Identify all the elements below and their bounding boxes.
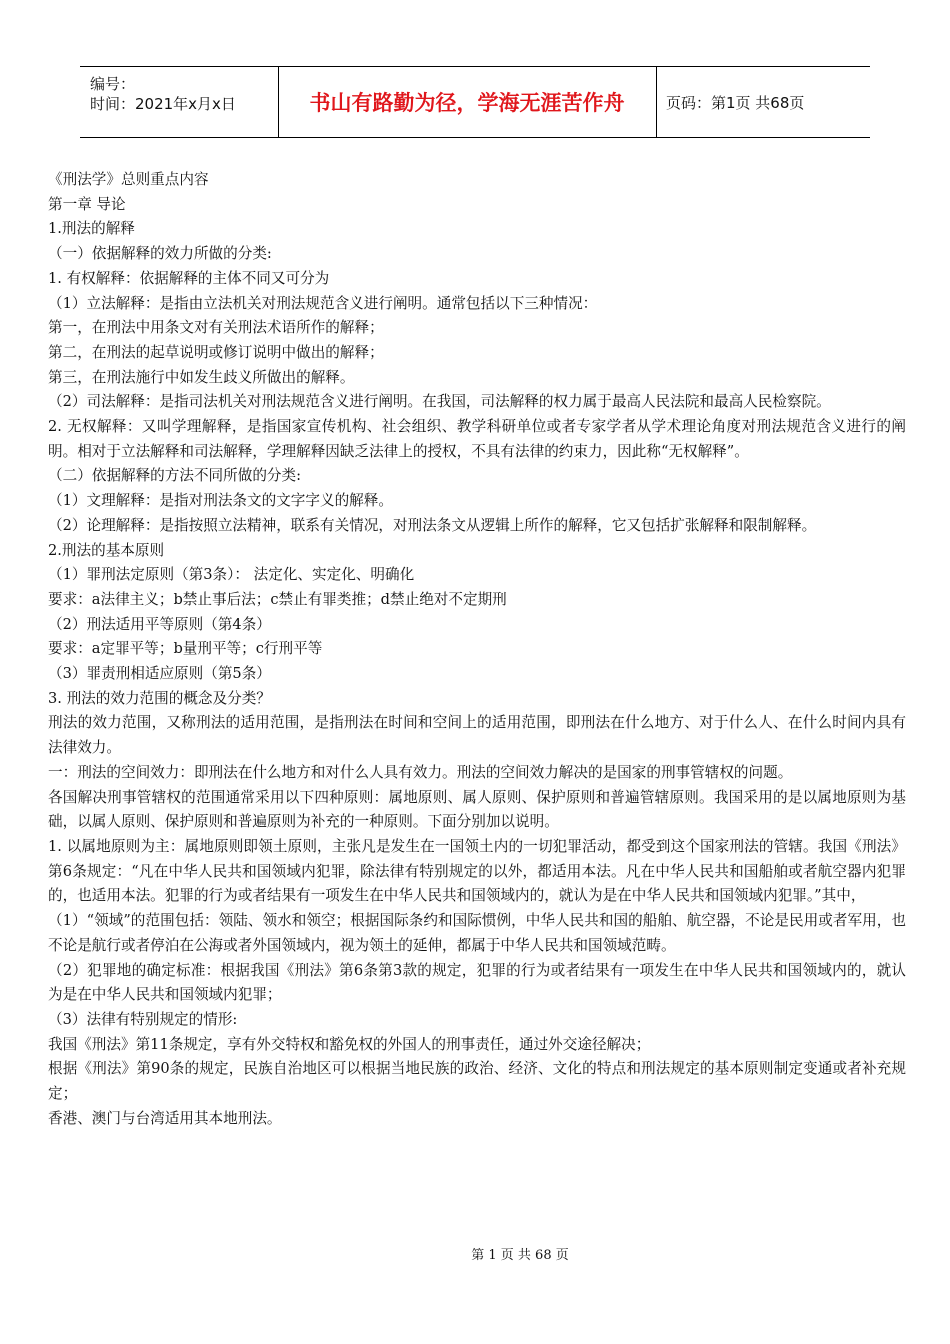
paragraph: 1.刑法的解释 <box>48 220 135 238</box>
paragraph: （2）犯罪地的确定标准：根据我国《刑法》第6条第3款的规定，犯罪的行为或者结果有一项发生在中华人民共和国领域内的，就认为是在中华人民共和国领域内犯罪； <box>48 961 906 1004</box>
paragraph: 2.刑法的基本原则 <box>48 541 165 559</box>
paragraph: 第三，在刑法施行中如发生歧义所做出的解释。 <box>48 368 355 386</box>
paragraph: 根据《刑法》第90条的规定，民族自治地区可以根据当地民族的政治、经济、文化的特点和刑法规定的基本原则制定变通或者补充规定； <box>48 1060 906 1103</box>
page-footer: 第 1 页 共 68 页 <box>471 1248 569 1263</box>
paragraph: （3）罪责刑相适应原则（第5条） <box>48 665 271 683</box>
paragraph: （2）刑法适用平等原则（第4条） <box>48 615 271 633</box>
page-header <box>80 66 870 138</box>
date-label: 时间：2021年x月x日 <box>90 95 236 113</box>
number-label: 编号： <box>90 75 136 93</box>
header-motto: 书山有路勤为径，学海无涯苦作舟 <box>278 67 657 137</box>
paragraph: 各国解决刑事管辖权的范围通常采用以下四种原则：属地原则、属人原则、保护原则和普遍管辖原则。我国采用的是以属地原则为基础，以属人原则、保护原则和普遍原则为补充的一种原则。下面分别加以说明。 <box>48 788 906 831</box>
header-meta <box>80 67 279 137</box>
paragraph: 1. 以属地原则为主：属地原则即领土原则，主张凡是发生在一国领土内的一切犯罪活动，都受到这个国家刑法的管辖。我国《刑法》第6条规定：“凡在中华人民共和国领域内犯罪，除法律有特别规定的以外，都适用本法。凡在中华人民共和国船舶或者航空器内犯罪的，也适用本法。犯罪的行为或者结果有一项发生在中华人民共和国领域内的，就认为是在中华人民共和国领域内犯罪。”其中， <box>48 837 906 905</box>
paragraph: 第一章 导论 <box>48 195 126 213</box>
paragraph: 《刑法学》总则重点内容 <box>48 171 209 188</box>
paragraph: （2）司法解释：是指司法机关对刑法规范含义进行阐明。在我国，司法解释的权力属于最高人民法院和最高人民检察院。 <box>48 393 831 411</box>
paragraph: 第二，在刑法的起草说明或修订说明中做出的解释； <box>48 343 384 361</box>
paragraph: 一：刑法的空间效力：即刑法在什么地方和对什么人具有效力。刑法的空间效力解决的是国家的刑事管辖权的问题。 <box>48 763 793 781</box>
paragraph: 香港、澳门与台湾适用其本地刑法。 <box>48 1109 282 1127</box>
paragraph: 1. 有权解释：依据解释的主体不同又可分为 <box>48 269 330 287</box>
paragraph: 第一，在刑法中用条文对有关刑法术语所作的解释； <box>48 319 384 337</box>
paragraph: 要求：a定罪平等；b量刑平等；c行刑平等 <box>48 640 323 658</box>
paragraph: 2. 无权解释：又叫学理解释，是指国家宣传机构、社会组织、教学科研单位或者专家学者从学术理论角度对刑法规范含义进行的阐明。相对于立法解释和司法解释，学理解释因缺乏法律上的授权，不具有法律的约束力，因此称“无权解释”。 <box>48 418 906 460</box>
paragraph: 3. 刑法的效力范围的概念及分类？ <box>48 689 271 707</box>
paragraph: （二）依据解释的方法不同所做的分类: <box>48 467 302 485</box>
paragraph: 刑法的效力范围，又称刑法的适用范围，是指刑法在时间和空间上的适用范围，即刑法在什么地方、对于什么人、在什么时间内具有法律效力。 <box>48 714 906 757</box>
paragraph: （3）法律有特别规定的情形: <box>48 1010 238 1028</box>
document-body <box>48 168 906 1131</box>
paragraph: （1）罪刑法定原则（第3条）： 法定化、实定化、明确化 <box>48 566 415 584</box>
paragraph: 我国《刑法》第11条规定，享有外交特权和豁免权的外国人的刑事责任，通过外交途径解决； <box>48 1035 651 1053</box>
paragraph: （一）依据解释的效力所做的分类: <box>48 245 272 263</box>
paragraph: 要求：a法律主义；b禁止事后法；c禁止有罪类推；d禁止绝对不定期刑 <box>48 590 507 608</box>
paragraph: （2）论理解释：是指按照立法精神，联系有关情况，对刑法条文从逻辑上所作的解释，它又包括扩张解释和限制解释。 <box>48 516 817 534</box>
header-page-info: 页码：第1页 共68页 <box>666 93 805 112</box>
paragraph: （1）“领域”的范围包括：领陆、领水和领空；根据国际条约和国际惯例，中华人民共和国的船舶、航空器，不论是民用或者军用，也不论是航行或者停泊在公海或者外国领域内，视为领土的延伸，都属于中华人民共和国领域范畴。 <box>48 912 906 954</box>
paragraph: （1）文理解释：是指对刑法条文的文字字义的解释。 <box>48 492 393 510</box>
paragraph: （1）立法解释：是指由立法机关对刑法规范含义进行阐明。通常包括以下三种情况： <box>48 294 598 312</box>
